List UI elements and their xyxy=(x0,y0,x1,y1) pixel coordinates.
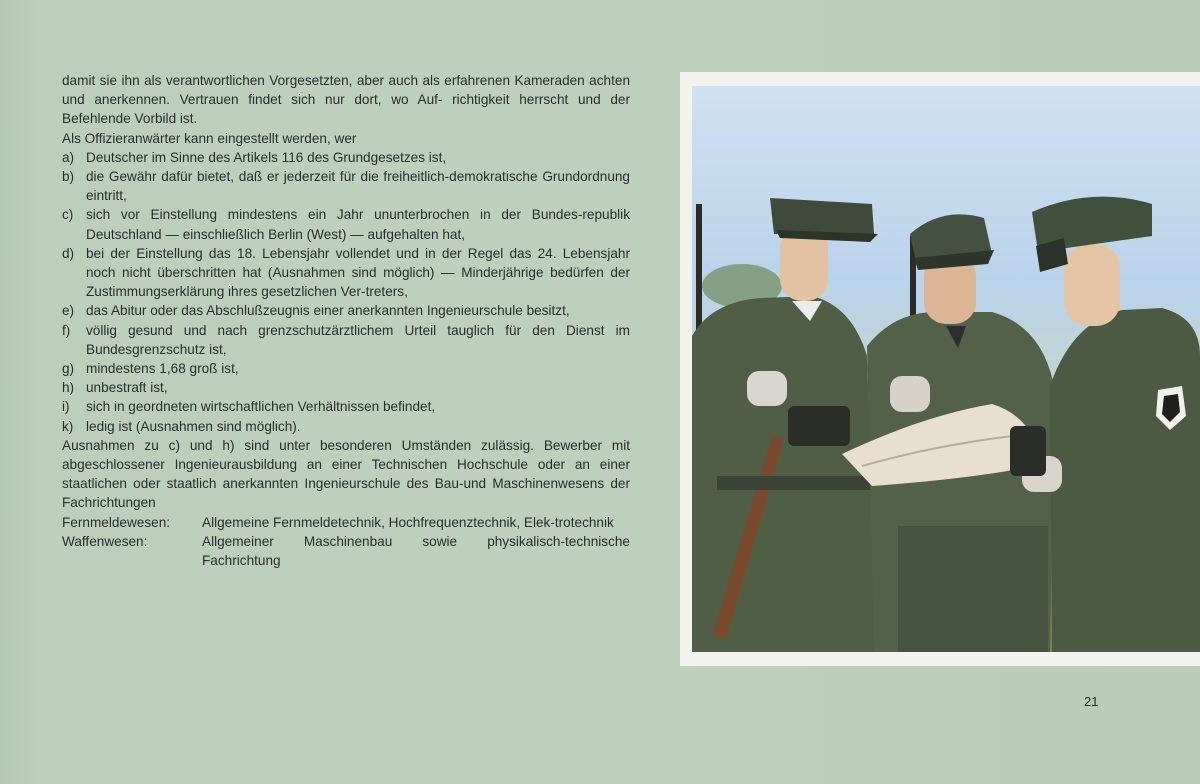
criteria-text: besitzt, xyxy=(526,303,570,319)
criteria-intro: Als Offizieranwärter kann eingestellt werden, wer xyxy=(62,130,357,146)
criteria-item-f xyxy=(62,321,630,359)
criteria-item-g xyxy=(62,359,630,378)
definition-line: Allgemeine Fernmeldetechnik, Hochfrequenztechnik, Elek- xyxy=(202,514,555,530)
criteria-text: unbestraft ist, xyxy=(86,380,168,396)
criteria-item-b xyxy=(62,167,630,205)
text-column xyxy=(62,71,630,570)
criteria-item-c xyxy=(62,205,630,243)
criteria-text: Deutscher im Sinne des Artikels 116 des Grundgesetzes ist, xyxy=(86,149,447,165)
page-number: 21 xyxy=(1084,694,1099,709)
intro-line: richtigkeit herrscht und der Befehlende Vorbild ist. xyxy=(62,92,630,127)
criteria-text: republik Deutschland — einschließlich Berlin (West) — aufgehalten hat, xyxy=(86,207,630,242)
officers-photo xyxy=(692,86,1200,652)
list-marker: i) xyxy=(62,399,70,415)
criteria-text: die Gewähr dafür bietet, daß er jederzeit für die freiheitlich-demokratische xyxy=(86,169,538,185)
criteria-text: das Abitur oder das Abschlußzeugnis einer anerkannten Ingenieurschule xyxy=(86,303,523,319)
closing-line: mit abgeschlossener Ingenieurausbildung an einer Technischen Hochschule xyxy=(62,437,630,473)
criteria-text: völlig gesund und nach grenzschutzärztlichem Urteil tauglich für den Dienst xyxy=(86,322,605,338)
list-marker: h) xyxy=(62,380,75,396)
intro-line: damit sie ihn als verantwortlichen Vorgesetzten, aber auch als erfahrenen xyxy=(62,73,511,88)
criteria-item-i xyxy=(62,397,630,416)
criteria-item-h xyxy=(62,378,630,397)
criteria-text: im Bundesgrenzschutz ist, xyxy=(86,322,630,357)
list-marker: d) xyxy=(62,245,75,261)
criteria-text: 24. Lebensjahr noch nicht überschritten hat (Ausnahmen sind möglich) — xyxy=(86,245,630,281)
criteria-item-k xyxy=(62,417,630,436)
criteria-text: bei der Einstellung das 18. Lebensjahr vollendet und in der Regel das xyxy=(86,245,532,261)
criteria-item-e xyxy=(62,301,630,320)
closing-line: Ausnahmen zu c) und h) sind unter besonderen Umständen zulässig. Bewerber xyxy=(62,437,602,453)
criteria-text: mindestens 1,68 groß ist, xyxy=(86,361,239,377)
photo-frame xyxy=(680,72,1200,666)
officers-illustration xyxy=(692,86,1200,652)
criteria-text: Minderjährige bedürfen der Zustimmungserklärung ihres gesetzlichen Ver- xyxy=(86,265,630,300)
criteria-item-d xyxy=(62,244,630,302)
list-marker: a) xyxy=(62,149,75,165)
definition-waffenwesen xyxy=(62,532,630,570)
list-marker: e) xyxy=(62,303,75,319)
closing-line: und Maschinenwesens der Fachrichtungen xyxy=(62,476,630,511)
definition-description xyxy=(202,532,630,570)
list-marker: g) xyxy=(62,361,75,377)
criteria-list xyxy=(62,148,630,436)
criteria-text: sich in geordneten wirtschaftlichen Verhältnissen befindet, xyxy=(86,399,436,415)
criteria-text: Grundordnung eintritt, xyxy=(86,169,630,204)
list-marker: k) xyxy=(62,418,74,434)
definition-line: Allgemeiner Maschinenbau sowie physikalisch-technische xyxy=(202,533,630,549)
criteria-item-a xyxy=(62,148,630,167)
definition-fernmeldewesen xyxy=(62,513,630,532)
definition-term: Waffenwesen: xyxy=(62,533,148,549)
definition-line: trotechnik xyxy=(554,514,614,530)
closing-paragraph xyxy=(62,436,630,513)
definition-line: Fachrichtung xyxy=(202,553,281,569)
list-marker: b) xyxy=(62,169,75,185)
intro-paragraph xyxy=(62,71,630,129)
criteria-text: treters, xyxy=(365,284,408,300)
definition-term: Fernmeldewesen: xyxy=(62,514,171,530)
definition-description xyxy=(202,513,630,532)
closing-line: oder an einer staatlichen oder staatlich anerkannten Ingenieurschule des Bau- xyxy=(62,457,631,492)
criteria-text: sich vor Einstellung mindestens ein Jahr ununterbrochen in der Bundes- xyxy=(86,207,583,223)
list-marker: f) xyxy=(62,322,71,338)
criteria-text: ledig ist (Ausnahmen sind möglich). xyxy=(86,418,301,434)
list-marker: c) xyxy=(62,207,74,223)
intro-line: Kameraden achten und anerkennen. Vertrauen findet sich nur dort, wo Auf- xyxy=(62,73,631,108)
